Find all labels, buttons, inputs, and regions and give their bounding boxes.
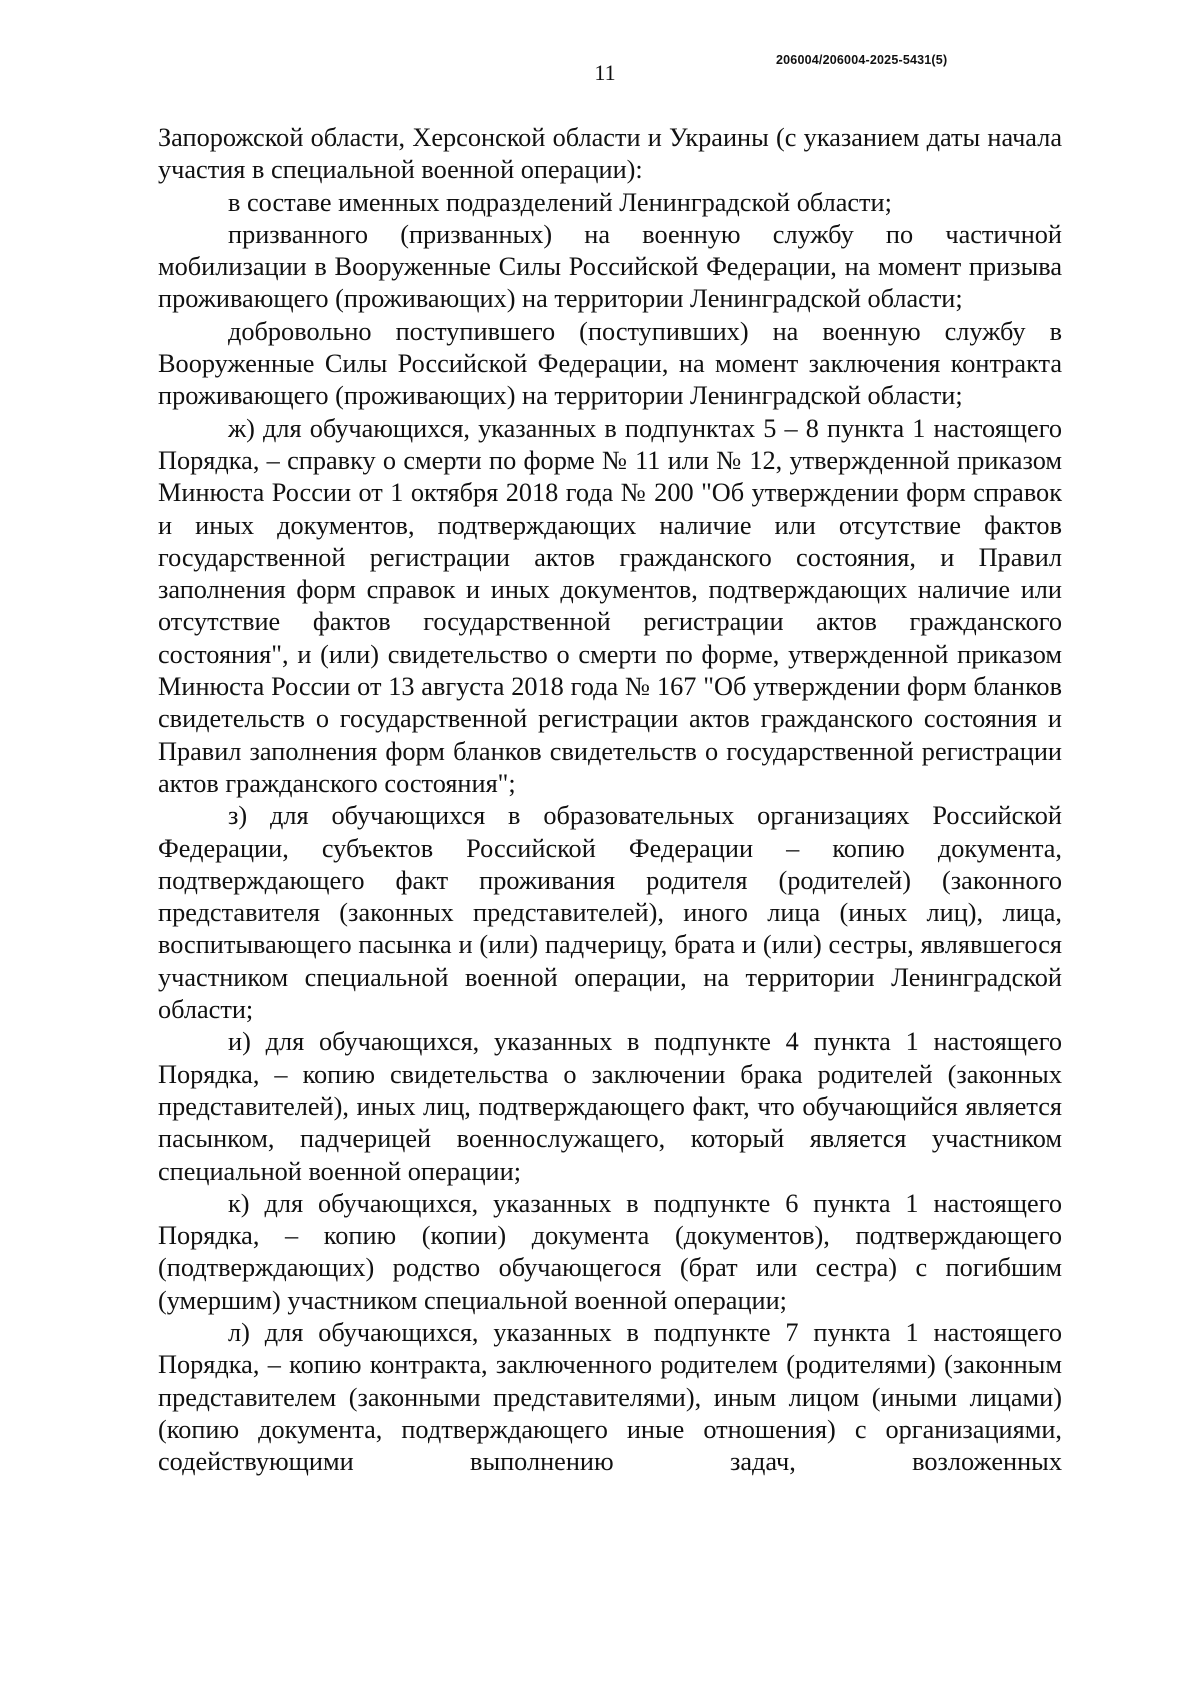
paragraph-continuation: Запорожской области, Херсонской области и Украины (с указанием даты начала участия в специальной военной операции): [158, 123, 1062, 185]
paragraph-subitem-i: и) для обучающихся, указанных в подпункте 4 пункта 1 настоящего Порядка, – копию свидетельства о заключении брака родителей (законных представителей), иных лиц, подтверждающего факт, что обучающийся является пасынком, падчерицей военнослужащего, который является участником специальной военной операции; [158, 1027, 1062, 1186]
document-id-stamp: 206004/206004-2025-5431(5) [776, 53, 948, 67]
page-number: 11 [594, 60, 616, 85]
paragraph-subitem-zh: ж) для обучающихся, указанных в подпунктах 5 – 8 пункта 1 настоящего Порядка, – справку о смерти по форме № 11 или № 12, утвержденной приказом Минюста России от 1 октября 2018 года № 200 "Об утверждении форм справок и иных документов, подтверждающих наличие или отсутствие фактов государственной регистрации актов гражданского состояния, и Правил заполнения форм справок и иных документов, подтверждающих наличие или отсутствие фактов государственной регистрации актов гражданского состояния", и (или) свидетельство о смерти по форме, утвержденной приказом Минюста России от 13 августа 2018 года № 167 "Об утверждении форм бланков свидетельств о государственной регистрации актов гражданского состояния и Правил заполнения форм бланков свидетельств о государственной регистрации актов гражданского состояния"; [158, 413, 1062, 798]
paragraph-subitem-k: к) для обучающихся, указанных в подпункте 6 пункта 1 настоящего Порядка, – копию (копии) документа (документов), подтверждающего (подтверждающих) родство обучающегося (брат или сестра) с погибшим (умершим) участником специальной военной операции; [158, 1188, 1062, 1315]
paragraph-list-item: призванного (призванных) на военную службу по частичной мобилизации в Вооруженные Силы Российской Федерации, на момент призыва проживающего (проживающих) на территории Ленинградской области; [158, 219, 1062, 314]
paragraph-list-item: добровольно поступившего (поступивших) на военную службу в Вооруженные Силы Российской Федерации, на момент заключения контракта проживающего (проживающих) на территории Ленинградской области; [158, 316, 1062, 411]
document-body [158, 122, 1062, 1478]
paragraph-list-item: в составе именных подразделений Ленинградской области; [228, 187, 892, 217]
paragraph-subitem-z: з) для обучающихся в образовательных организациях Российской Федерации, субъектов Российской Федерации – копию документа, подтверждающего факт проживания родителя (родителей) (законного представителя (законных представителей), иного лица (иных лиц), лица, воспитывающего пасынка и (или) падчерицу, брата и (или) сестры, являвшегося участником специальной военной операции, на территории Ленинградской области; [158, 801, 1062, 1025]
paragraph-subitem-l: л) для обучающихся, указанных в подпункте 7 пункта 1 настоящего Порядка, – копию контракта, заключенного родителем (родителями) (законным представителем (законными представителями), иным лицом (иными лицами) (копию документа, подтверждающего иные отношения) с организациями, содействующими выполнению задач, возложенных [158, 1317, 1062, 1477]
